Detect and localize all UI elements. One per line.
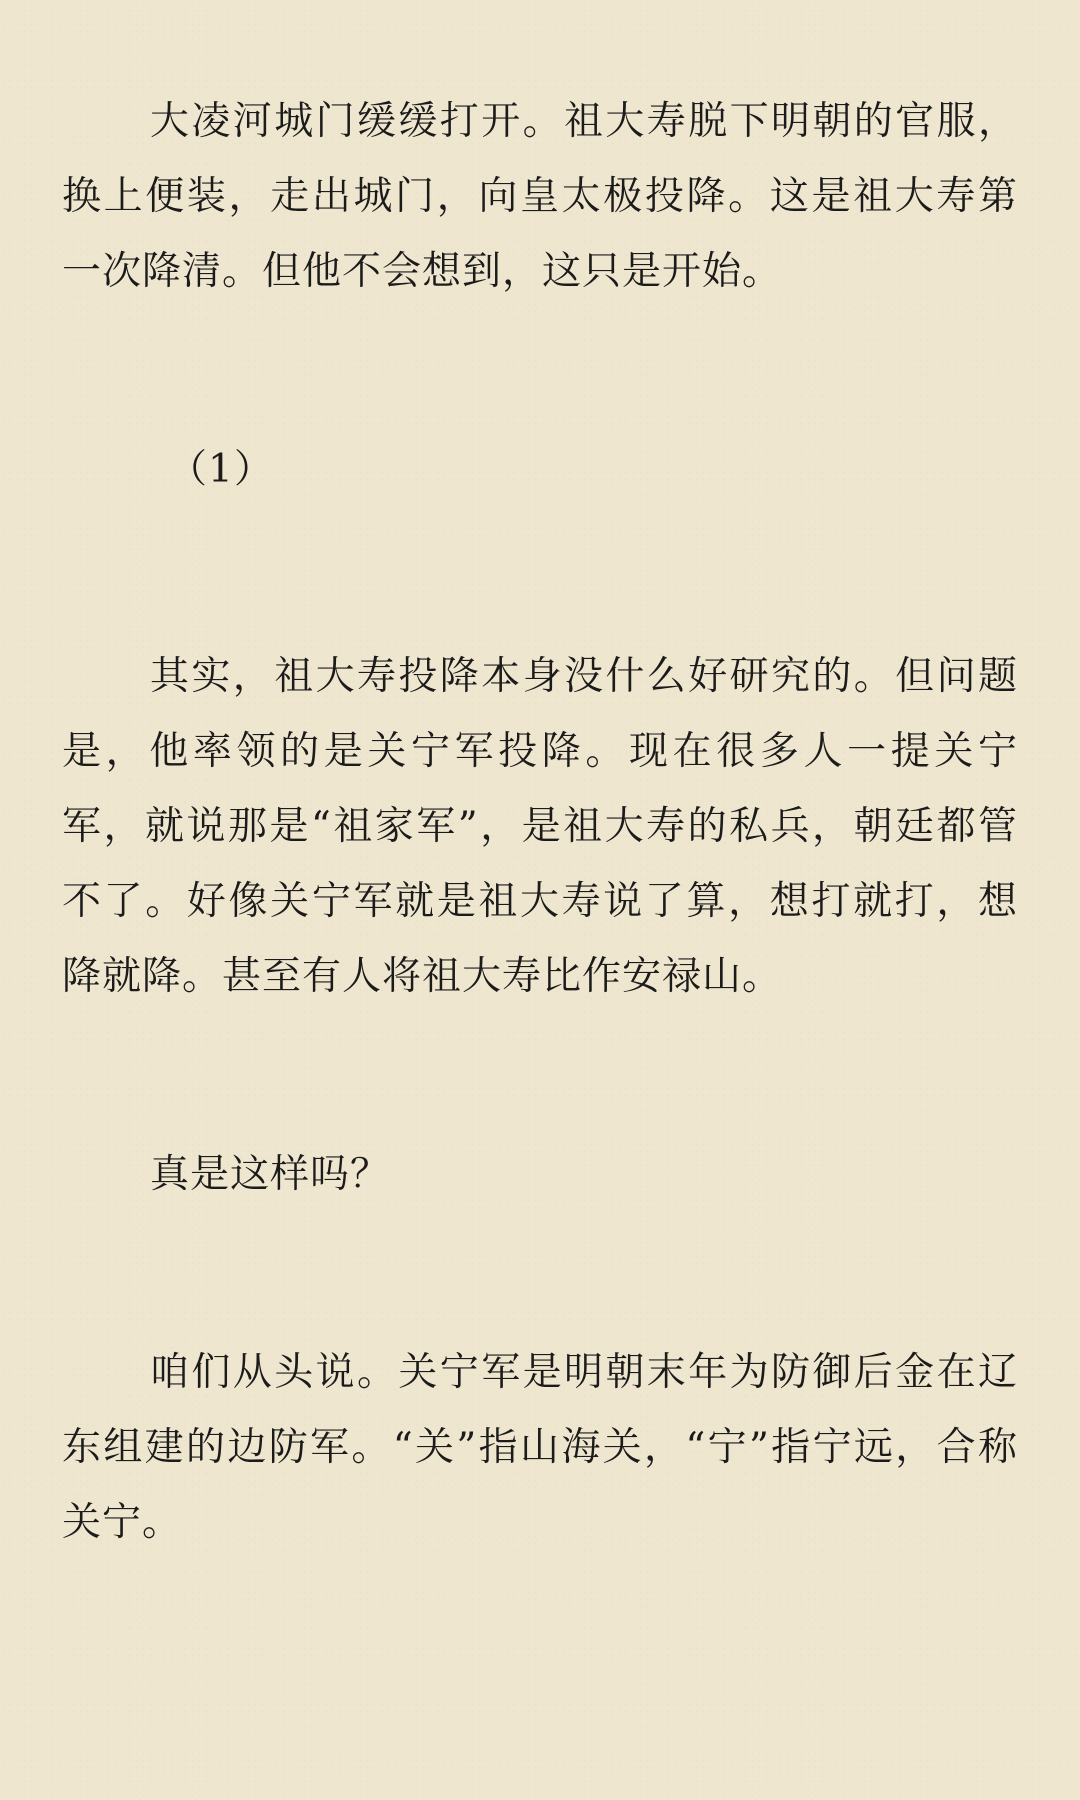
paragraph-1: 大凌河城门缓缓打开。祖大寿脱下明朝的官服，换上便装，走出城门，向皇太极投降。这是祖大寿第一次降清。但他不会想到，这只是开始。 [62,99,1018,294]
paragraph-2: 其实，祖大寿投降本身没什么好研究的。但问题是，他率领的是关宁军投降。现在很多人一提关宁军，就说那是“祖家军”，是祖大寿的私兵，朝廷都管不了。好像关宁军就是祖大寿说了算，想打就打，想降就降。甚至有人将祖大寿比作安禄山。 [62,654,1018,999]
section-marker: （1） [168,447,274,492]
paragraph-3: 真是这样吗？ [150,1152,391,1197]
paragraph-4: 咱们从头说。关宁军是明朝末年为防御后金在辽东组建的边防军。“关”指山海关，“宁”指宁远，合称关宁。 [62,1350,1018,1545]
